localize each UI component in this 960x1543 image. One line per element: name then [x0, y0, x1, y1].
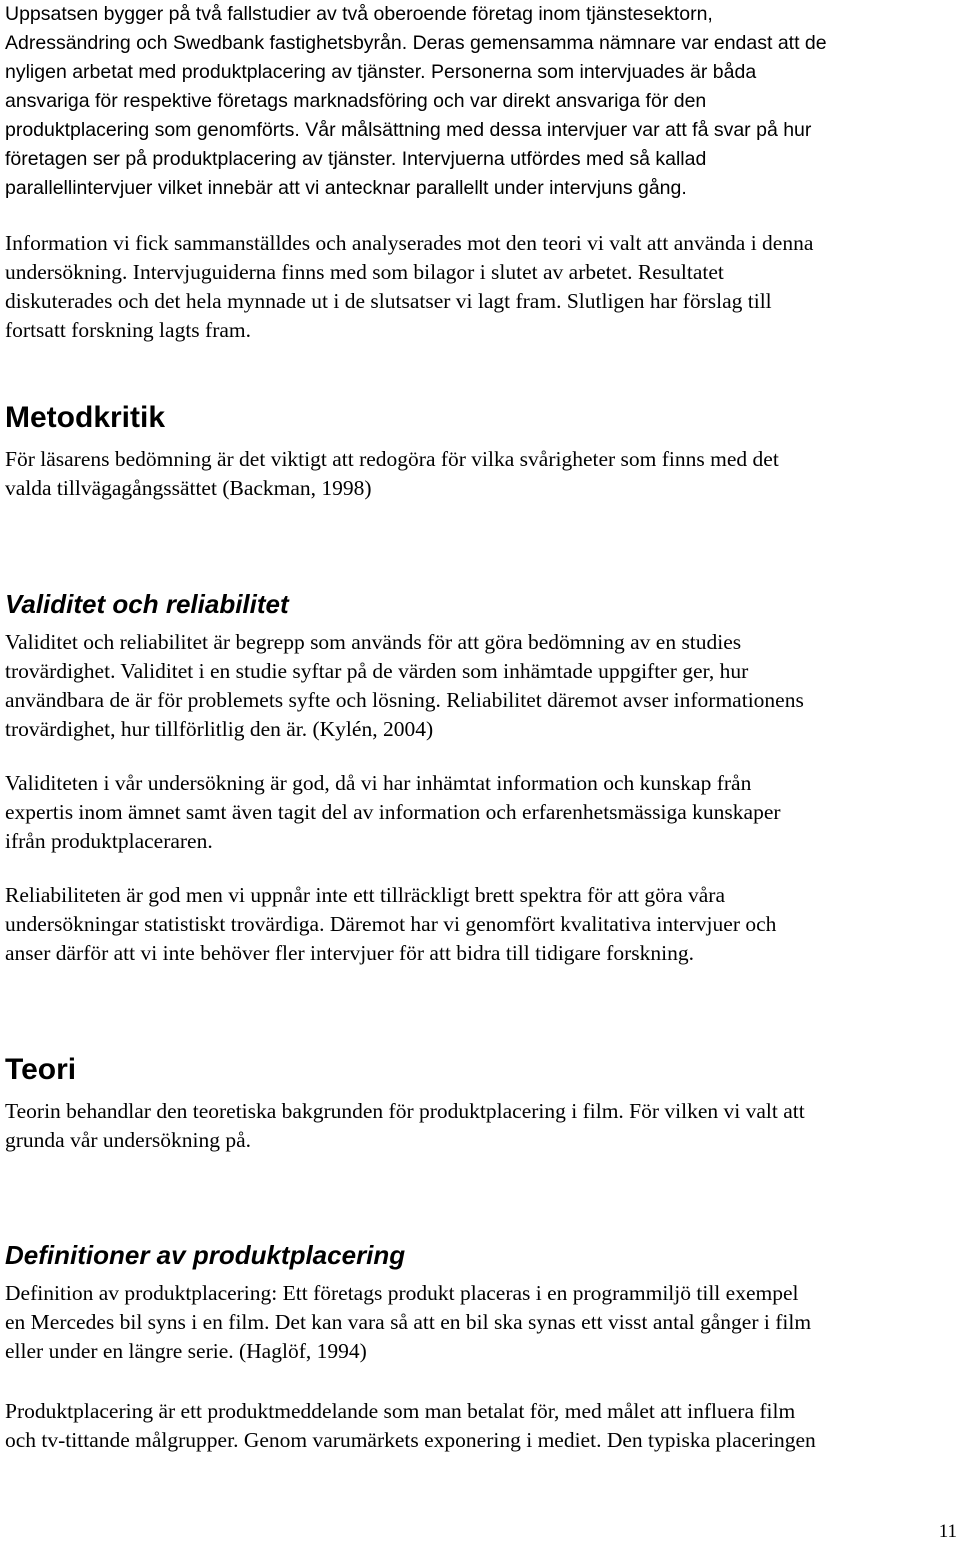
teori-paragraph [5, 1097, 960, 1155]
text-line: grunda vår undersökning på. [5, 1128, 251, 1152]
text-line: anser därför att vi inte behöver fler intervjuer för att bidra till tidigare forskning. [5, 941, 694, 965]
text-line: valda tillvägagångssättet (Backman, 1998) [5, 476, 372, 500]
text-line: Reliabiliteten är god men vi uppnår inte ett tillräckligt brett spektra för att göra våra [5, 883, 725, 907]
text-line: fortsatt forskning lagts fram. [5, 318, 252, 342]
text-line: ansvariga för respektive företags marknadsföring och var direkt ansvariga för den [5, 90, 707, 112]
text-line: Uppsatsen bygger på två fallstudier av två oberoende företag inom tjänstesektorn, [5, 3, 713, 25]
validitet-paragraph-2 [5, 769, 960, 856]
heading-definitioner: Definitioner av produktplacering [5, 1240, 406, 1270]
definitioner-paragraph-2 [5, 1397, 960, 1455]
text-line: Produktplacering är ett produktmeddelande som man betalat för, med målet att influera film [5, 1399, 796, 1423]
text-line: Validitet och reliabilitet är begrepp som används för att göra bedömning av en studies [5, 630, 742, 654]
metodkritik-paragraph [5, 445, 960, 503]
text-line: ifrån produktplaceraren. [5, 829, 213, 853]
text-line: För läsarens bedömning är det viktigt att redogöra för vilka svårigheter som finns med det [5, 447, 779, 471]
text-line: undersökningar statistiskt trovärdiga. Däremot har vi genomfört kvalitativa intervjuer och [5, 912, 777, 936]
definitioner-paragraph-1 [5, 1279, 960, 1366]
page-number: 11 [938, 1521, 957, 1542]
text-line: en Mercedes bil syns i en film. Det kan vara så att en bil ska synas ett visst antal gånger i film [5, 1310, 812, 1334]
heading-teori: Teori [5, 1053, 77, 1086]
text-line: eller under en längre serie. (Haglöf, 1994) [5, 1339, 367, 1363]
heading-validitet: Validitet och reliabilitet [5, 589, 289, 619]
text-line: trovärdighet. Validitet i en studie syftar på de värden som inhämtade uppgifter ger, hur [5, 659, 749, 683]
text-line: och tv-tittande målgrupper. Genom varumärkets exponering i mediet. Den typiska placeringen [5, 1428, 816, 1452]
text-line: Information vi fick sammanställdes och analyserades mot den teori vi valt att använda i denna [5, 231, 814, 255]
text-line: expertis inom ämnet samt även tagit del av information och erfarenhetsmässiga kunskaper [5, 800, 781, 824]
text-line: Definition av produktplacering: Ett företags produkt placeras i en programmiljö till exempel [5, 1281, 799, 1305]
heading-metodkritik: Metodkritik [5, 401, 166, 434]
text-line: användbara de är för problemets syfte och lösning. Reliabilitet däremot avser informationens [5, 688, 804, 712]
text-line: produktplacering som genomförts. Vår målsättning med dessa intervjuer var att få svar på hur [5, 119, 812, 141]
text-line: företagen ser på produktplacering av tjänster. Intervjuerna utfördes med så kallad [5, 148, 707, 170]
text-line: trovärdighet, hur tillförlitlig den är. (Kylén, 2004) [5, 717, 434, 741]
text-line: Teorin behandlar den teoretiska bakgrunden för produktplacering i film. För vilken vi valt att [5, 1099, 805, 1123]
validitet-paragraph-3 [5, 881, 960, 968]
intro-paragraph-2 [5, 229, 960, 345]
intro-paragraph-1 [5, 0, 960, 203]
text-line: Validiteten i vår undersökning är god, då vi har inhämtat information och kunskap från [5, 771, 752, 795]
text-line: Adressändring och Swedbank fastighetsbyrån. Deras gemensamma nämnare var endast att de [5, 32, 827, 54]
text-line: nyligen arbetat med produktplacering av tjänster. Personerna som intervjuades är båda [5, 61, 757, 83]
text-line: undersökning. Intervjuguiderna finns med som bilagor i slutet av arbetet. Resultatet [5, 260, 724, 284]
validitet-paragraph-1 [5, 628, 960, 744]
text-line: parallellintervjuer vilket innebär att vi antecknar parallellt under intervjuns gång. [5, 177, 687, 199]
text-line: diskuterades och det hela mynnade ut i de slutsatser vi lagt fram. Slutligen har förslag till [5, 289, 772, 313]
